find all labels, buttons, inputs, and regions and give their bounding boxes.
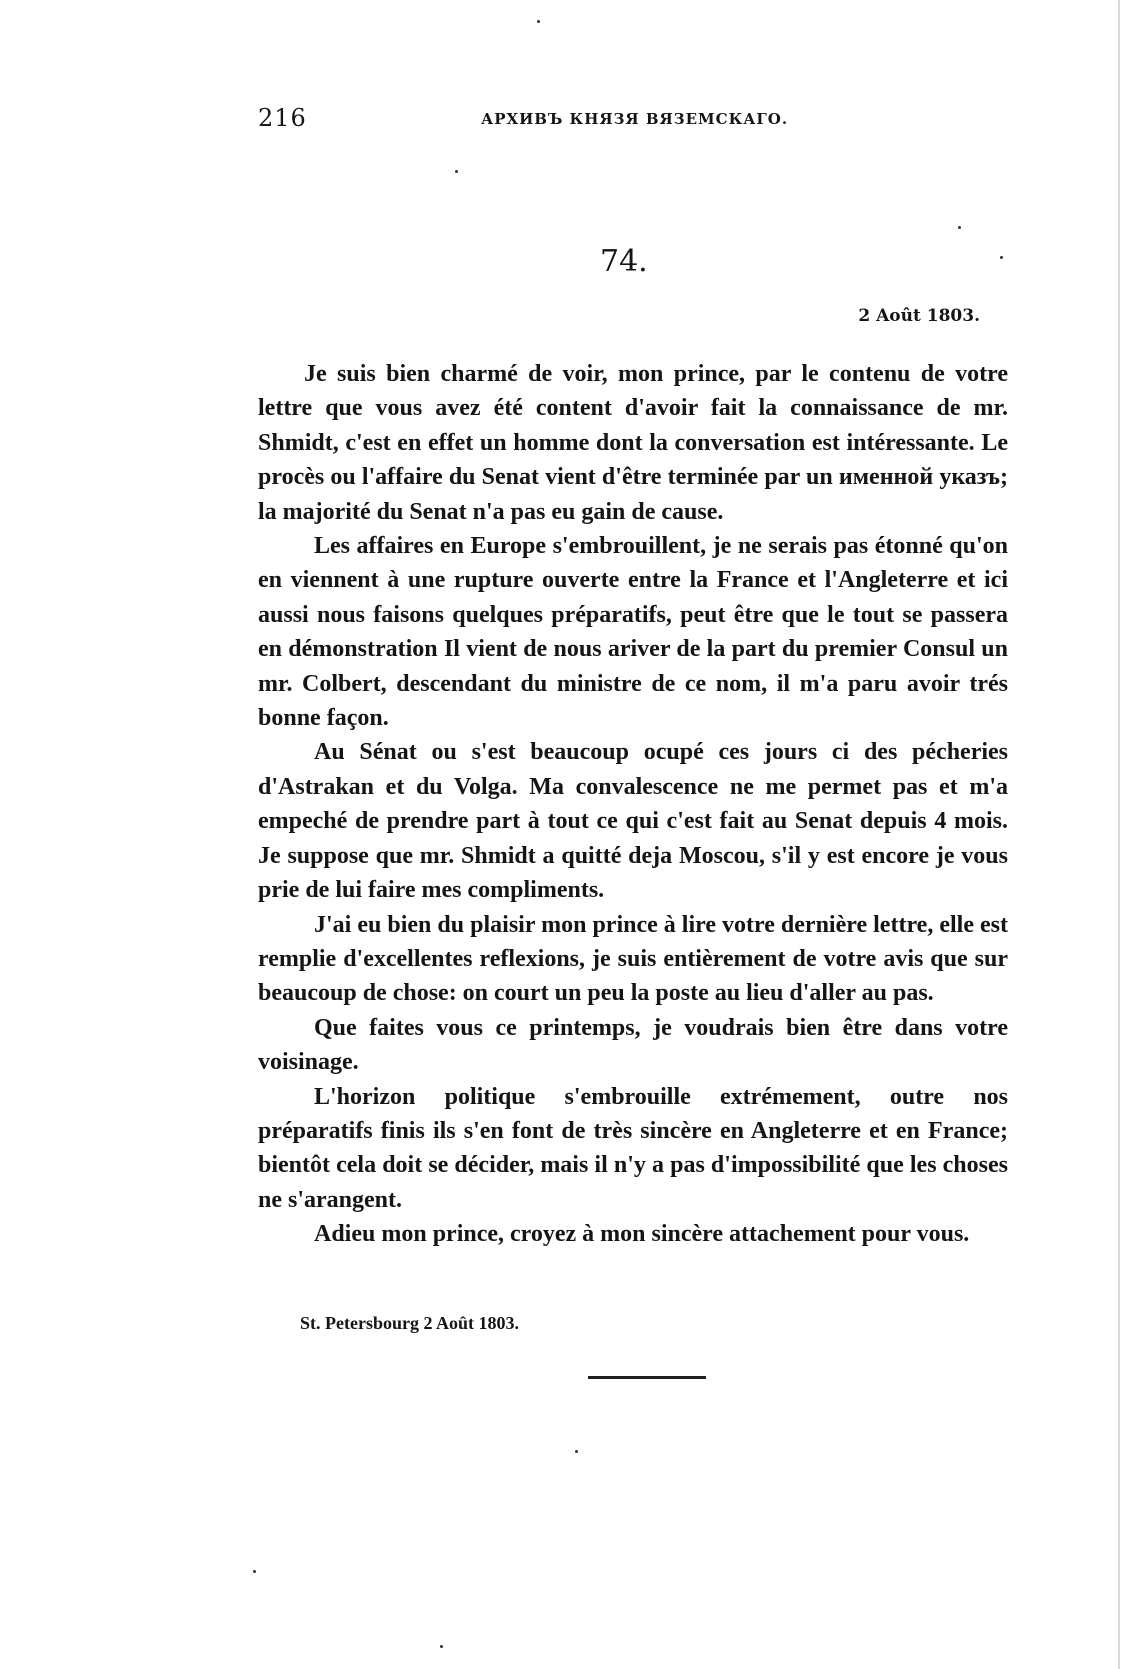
letter-body [258,357,1008,1252]
print-speck [455,170,458,173]
print-speck [440,1645,443,1648]
letter-number: 74. [600,244,648,279]
print-speck [1000,256,1003,259]
paragraph: Que faites vous ce printemps, je voudrais bien être dans votre voisinage. [258,1014,1008,1076]
letter-date: 2 Août 1803. [858,306,980,326]
running-title: АРХИВЪ КНЯЗЯ ВЯЗЕМСКАГО. [481,110,789,128]
paragraph: L'horizon politique s'embrouille extrémement, outre nos préparatifs finis ils s'en font de très sincère en Angleterre et en France; bientôt cela doit se décider, mais il n'y a pas d'impossibilité que les choses ne s'arangent. [258,1083,1008,1213]
paragraph: Au Sénat ou s'est beaucoup ocupé ces jours ci des pécheries d'Astrakan et du Volga. Ma convalescence ne me permet pas et m'a empeché de prendre part à tout ce qui c'est fait au Senat depuis 4 mois. Je suppose que mr. Shmidt a quitté deja Moscou, s'il y est encore je vous prie de lui faire mes compliments. [258,739,1008,904]
page-edge-shadow [1118,0,1120,1669]
page-header [258,104,1038,134]
page-number: 216 [258,104,307,132]
print-speck [537,20,540,23]
paragraph: J'ai eu bien du plaisir mon prince à lire votre dernière lettre, elle est remplie d'excellentes reflexions, je suis entièrement de votre avis que sur beaucoup de chose: on court un peu la poste au lieu d'aller au pas. [258,911,1008,1007]
end-rule-divider [588,1376,706,1379]
print-speck [958,226,961,229]
paragraph: Adieu mon prince, croyez à mon sincère attachement pour vous. [314,1221,970,1248]
letter-signature: St. Petersbourg 2 Août 1803. [300,1313,519,1333]
paragraph: Les affaires en Europe s'embrouillent, je ne serais pas étonné qu'on en viennent à une rupture ouverte entre la France et l'Angleterre et ici aussi nous faisons quelques préparatifs, peut être que le tout se passera en démonstration Il vient de nous ariver de la part du premier Consul un mr. Colbert, descendant du ministre de ce nom, il m'a paru avoir trés bonne façon. [258,533,1008,732]
paragraph: Je suis bien charmé de voir, mon prince, par le contenu de votre lettre que vous avez été content d'avoir fait la connaissance de mr. Shmidt, c'est en effet un homme dont la conversation est intéressante. Le procès ou l'affaire du Senat vient d'être terminée par un именной указъ; la majorité du Senat n'a pas eu gain de cause. [258,361,1008,525]
print-speck [253,1570,256,1573]
print-speck [575,1450,578,1453]
